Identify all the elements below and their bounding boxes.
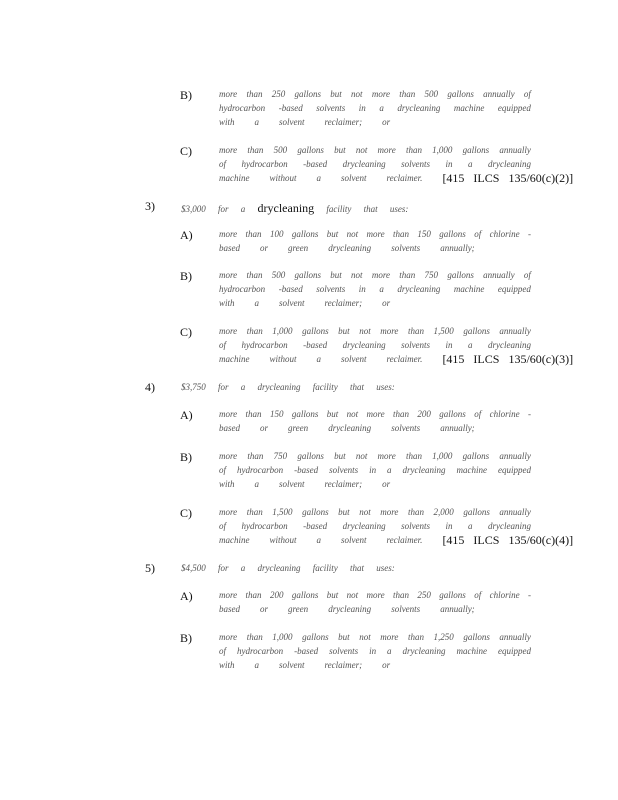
text-line: of hydrocarbon -based drycleaning solvents in a drycleaning (219, 340, 531, 350)
subparagraph-text (219, 505, 574, 547)
subparagraph-marker: C) (180, 325, 192, 339)
text-line: more than 1,000 gallons but not more than 1,500 gallons annually (219, 326, 531, 336)
subparagraph-text (219, 227, 531, 255)
subparagraph-marker: A) (180, 228, 193, 242)
paragraph-lead-text: $4,500 for a drycleaning facility that uses: (181, 563, 395, 573)
paragraph-lead-text: $3,750 for a drycleaning facility that uses: (181, 382, 395, 392)
subparagraph-text (219, 630, 531, 672)
subparagraph-marker: B) (180, 631, 192, 645)
text-line: with a solvent reclaimer; or (219, 660, 391, 670)
text-line: more than 150 gallons but not more than 200 gallons of chlorine - (219, 409, 531, 419)
text-line: based or green drycleaning solvents annually; (219, 604, 475, 614)
statute-citation: [415 ILCS 135/60(c)(2)] (442, 171, 574, 185)
text-line: more than 1,500 gallons but not more than 2,000 gallons annually (219, 507, 531, 517)
text-line: more than 500 gallons but not more than 750 gallons annually of (219, 270, 531, 280)
text-line: with a solvent reclaimer; or (219, 298, 391, 308)
text-line: with a solvent reclaimer; or (219, 479, 391, 489)
paragraph-number: 4) (145, 380, 155, 394)
text-line: of hydrocarbon -based drycleaning solvents in a drycleaning (219, 521, 531, 531)
text-line: hydrocarbon -based solvents in a drycleaning machine equipped (219, 284, 531, 294)
subparagraph-marker: C) (180, 144, 192, 158)
text-line: of hydrocarbon -based solvents in a drycleaning machine equipped (219, 646, 531, 656)
paragraph-number: 5) (145, 561, 155, 575)
subparagraph-text (219, 588, 531, 616)
text-line: more than 750 gallons but not more than 1,000 gallons annually (219, 451, 531, 461)
text-line: of hydrocarbon -based solvents in a drycleaning machine equipped (219, 465, 531, 475)
subparagraph-marker: A) (180, 589, 193, 603)
text-line: based or green drycleaning solvents annually; (219, 243, 475, 253)
subparagraph-marker: B) (180, 269, 192, 283)
subparagraph-text (219, 87, 531, 129)
subparagraph-text (219, 449, 531, 491)
text-line: machine without a solvent reclaimer. [415 ILCS 135/60(c)(2)] (219, 171, 574, 185)
subparagraph-marker: B) (180, 450, 192, 464)
subparagraph-text (219, 268, 531, 310)
subparagraph-marker: A) (180, 408, 193, 422)
text-line: machine without a solvent reclaimer. [415 ILCS 135/60(c)(4)] (219, 533, 574, 547)
subparagraph-marker: B) (180, 88, 192, 102)
subparagraph-text (219, 324, 574, 366)
paragraph-lead-text: $3,000 for a drycleaning facility that uses: (181, 201, 409, 215)
text-line: more than 500 gallons but not more than 1,000 gallons annually (219, 145, 531, 155)
text-line: of hydrocarbon -based drycleaning solvents in a drycleaning (219, 159, 531, 169)
text-line: more than 200 gallons but not more than 250 gallons of chlorine - (219, 590, 531, 600)
subparagraph-text (219, 407, 531, 435)
text-line: with a solvent reclaimer; or (219, 117, 391, 127)
text-line: hydrocarbon -based solvents in a drycleaning machine equipped (219, 103, 531, 113)
paragraph-number: 3) (145, 199, 155, 213)
text-line: more than 1,000 gallons but not more than 1,250 gallons annually (219, 632, 531, 642)
statute-citation: [415 ILCS 135/60(c)(3)] (442, 352, 574, 366)
text-line: machine without a solvent reclaimer. [415 ILCS 135/60(c)(3)] (219, 352, 574, 366)
statute-citation: [415 ILCS 135/60(c)(4)] (442, 533, 574, 547)
subparagraph-marker: C) (180, 506, 192, 520)
subparagraph-text (219, 143, 574, 185)
text-line: based or green drycleaning solvents annually; (219, 423, 475, 433)
text-line: more than 250 gallons but not more than 500 gallons annually of (219, 89, 531, 99)
text-line: more than 100 gallons but not more than 150 gallons of chlorine - (219, 229, 531, 239)
